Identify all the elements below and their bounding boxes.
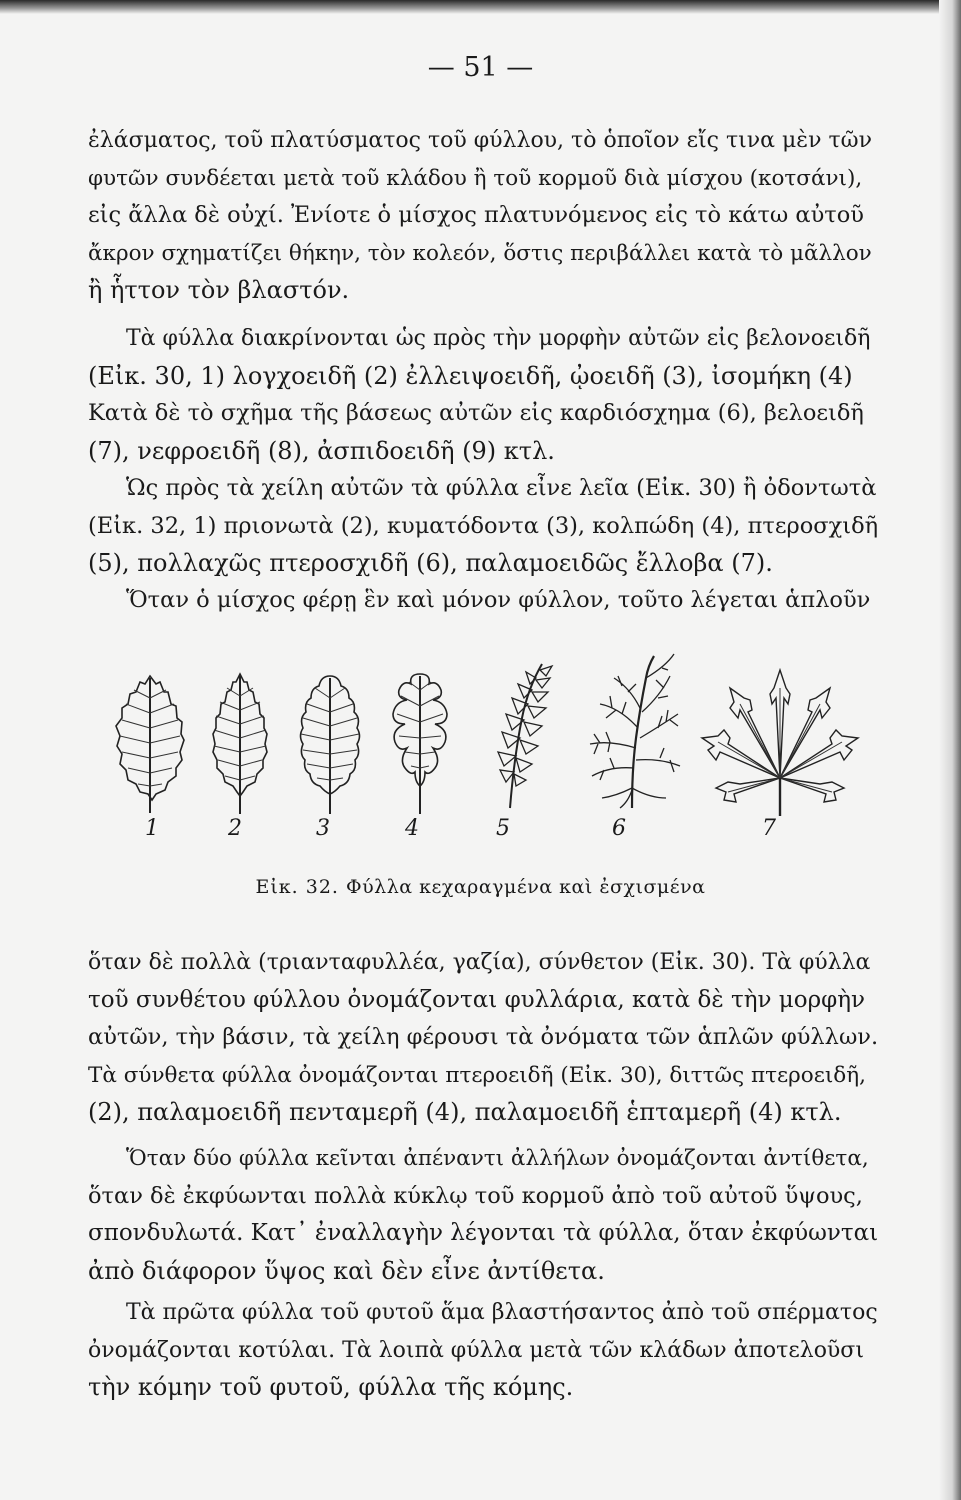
figure-number: 4	[405, 816, 419, 841]
leaf-bipinnatifid-illustration	[570, 648, 700, 818]
figure-leaves	[100, 648, 860, 858]
text-line: Τὰ φύλλα διακρίνονται ὡς πρὸς τὴν μορφὴν αὐτῶν εἰς βελονοειδῆ	[126, 326, 871, 351]
figure-caption	[0, 876, 961, 898]
figure-number: 7	[762, 816, 776, 841]
figure-number: 3	[316, 816, 330, 841]
text-line: τὴν κόμην τοῦ φυτοῦ, φύλλα τῆς κόμης.	[88, 1373, 574, 1401]
scan-top-edge	[0, 0, 961, 14]
text-line: ἐλάσματος, τοῦ πλατύσματος τοῦ φύλλου, τὸ ὁποῖον εἴς τινα μὲν τῶν	[88, 128, 872, 153]
leaf-toothed-illustration	[110, 668, 190, 818]
text-line: τοῦ συνθέτου φύλλου ὀνομάζονται φυλλάρια, κατὰ δὲ τὴν μορφὴν	[88, 986, 865, 1013]
text-line: Ὅταν δύο φύλλα κεῖνται ἀπέναντι ἀλλήλων ὀνομάζονται ἀντίθετα,	[126, 1146, 869, 1171]
text-line: ὀνομάζονται κοτύλαι. Τὰ λοιπὰ φύλλα μετὰ τῶν κλάδων ἀποτελοῦσι	[88, 1337, 864, 1363]
caption-title: Φύλλα κεχαραγμένα καὶ ἐσχισμένα	[346, 876, 706, 898]
text-line: (5), πολλαχῶς πτεροσχιδῆ (6), παλαμοειδῶς ἔλλοβα (7).	[88, 549, 773, 577]
paragraph-cotyledons	[88, 1294, 878, 1407]
figure-number: 5	[496, 816, 510, 841]
text-line: Ὡς πρὸς τὰ χείλη αὐτῶν τὰ φύλλα εἶνε λεῖα (Εἰκ. 30) ἢ ὀδοντωτὰ	[126, 475, 877, 501]
text-line: (Εἰκ. 30, 1) λογχοειδῆ (2) ἐλλειψοειδῆ, ᾠοειδῆ (3), ἰσομήκη (4)	[88, 361, 853, 390]
text-line: Ὅταν ὁ μίσχος φέρῃ ἓν καὶ μόνον φύλλον, τοῦτο λέγεται ἁπλοῦν	[126, 587, 871, 613]
caption-label: Εἰκ. 32.	[255, 876, 339, 898]
text-line: Κατὰ δὲ τὸ σχῆμα τῆς βάσεως αὐτῶν εἰς καρδιόσχημα (6), βελοειδῆ	[88, 400, 864, 426]
leaf-sinuate-illustration	[385, 668, 455, 818]
paragraph-leaf-arrangement	[88, 1140, 878, 1290]
leaf-crenate-illustration	[295, 668, 365, 818]
text-line: ἢ ἧττον τὸν βλαστόν.	[88, 276, 350, 304]
text-line: (Εἰκ. 32, 1) πριονωτὰ (2), κυματόδοντα (3), κολπώδη (4), πτεροσχιδῆ	[88, 512, 879, 539]
text-line: Τὰ σύνθετα φύλλα ὀνομάζονται πτεροειδῆ (Εἰκ. 30), διττῶς πτεροειδῆ,	[88, 1062, 866, 1088]
page-number: — 51 —	[427, 52, 534, 83]
leaf-pinnatifid-illustration	[470, 658, 560, 818]
leaf-serrate-illustration	[205, 668, 275, 818]
text-line: εἰς ἄλλα δὲ οὐχί. Ἐνίοτε ὁ μίσχος πλατυνόμενος εἰς τὸ κάτω αὐτοῦ	[88, 202, 864, 228]
text-line: ὅταν δὲ ἐκφύωνται πολλὰ κύκλῳ τοῦ κορμοῦ ἀπὸ τοῦ αὐτοῦ ὕψους,	[88, 1182, 863, 1209]
figure-number: 6	[612, 816, 626, 841]
leaf-palmate-illustration	[700, 668, 860, 818]
text-line: αὐτῶν, τὴν βάσιν, τὰ χείλη φέρουσι τὰ ὀνόματα τῶν ἁπλῶν φύλλων.	[88, 1024, 879, 1050]
text-line: σπονδυλωτά. Κατ᾽ ἐναλλαγὴν λέγονται τὰ φύλλα, ὅταν ἐκφύωνται	[88, 1220, 879, 1246]
figure-number: 1	[145, 816, 159, 841]
text-line: ἀπὸ διάφορον ὕψος καὶ δὲν εἶνε ἀντίθετα.	[88, 1256, 605, 1285]
text-line: Τὰ πρῶτα φύλλα τοῦ φυτοῦ ἅμα βλαστήσαντος ἀπὸ τοῦ σπέρματος	[126, 1300, 878, 1325]
text-line: ἄκρον σχηματίζει θήκην, τὸν κολεόν, ὅστις περιβάλλει κατὰ τὸ μᾶλλον	[88, 240, 872, 266]
paragraph-leaf-blade	[88, 122, 878, 310]
text-line: ὅταν δὲ πολλὰ (τριανταφυλλέα, γαζία), σύνθετον (Εἰκ. 30). Τὰ φύλλα	[88, 950, 871, 975]
text-line: (2), παλαμοειδῆ πενταμερῆ (4), παλαμοειδῆ ἑπταμερῆ (4) κτλ.	[88, 1098, 842, 1126]
paragraph-leaf-shapes	[88, 320, 878, 470]
paragraph-simple-leaf	[88, 582, 878, 620]
text-line: φυτῶν συνδέεται μετὰ τοῦ κλάδου ἢ τοῦ κορμοῦ διὰ μίσχου (κοτσάνι),	[88, 165, 863, 191]
paragraph-leaf-margins	[88, 470, 878, 583]
paragraph-compound-leaf	[88, 944, 878, 1132]
figure-number: 2	[228, 816, 242, 841]
scan-right-edge	[939, 0, 961, 1500]
text-line: (7), νεφροειδῆ (8), ἀσπιδοειδῆ (9) κτλ.	[88, 436, 555, 465]
